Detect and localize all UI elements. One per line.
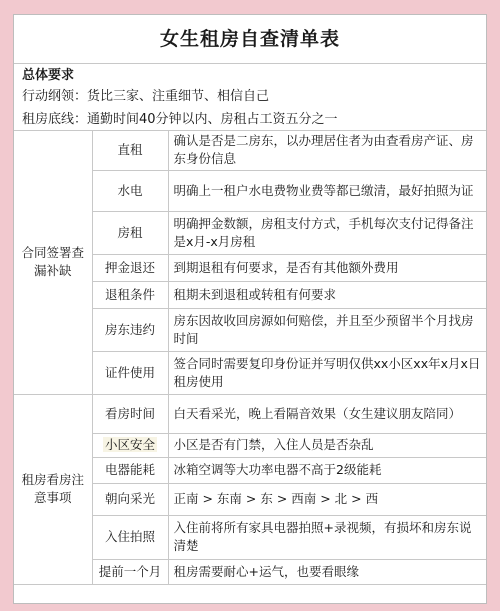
overview-label: 行动纲领：	[22, 89, 88, 104]
row-item: 看房时间	[92, 394, 168, 433]
overview-heading: 总体要求	[22, 68, 75, 83]
row-desc: 冰箱空调等大功率电器不高于2级能耗	[168, 457, 486, 483]
overview-text: 货比三家、注重细节、相信自己	[87, 89, 270, 104]
overview-label: 租房底线：	[22, 112, 88, 127]
overview-line-bottomline	[22, 108, 478, 131]
checklist-sheet	[13, 14, 487, 604]
row-desc: 到期退租有何要求，是否有其他额外费用	[168, 254, 486, 281]
section-name-viewing: 租房看房注意事项	[14, 394, 92, 584]
row-desc: 明确押金数额，房租支付方式，手机每次支付记得备注是x月-x月房租	[168, 211, 486, 254]
row-item: 提前一个月	[92, 559, 168, 584]
overview-block	[14, 64, 486, 131]
row-item: 房租	[92, 211, 168, 254]
row-item: 房东违约	[92, 308, 168, 351]
row-desc: 白天看采光，晚上看隔音效果（女生建议朋友陪同）	[168, 394, 486, 433]
row-item	[92, 433, 168, 457]
overview-line-guideline	[22, 85, 478, 108]
row-desc: 签合同时需要复印身份证并写明仅供xx小区xx年x月x日租房使用	[168, 351, 486, 394]
overview-text: 通勤时间40分钟以内、房租占工资五分之一	[87, 112, 338, 127]
row-desc: 明确上一租户水电费物业费等都已缴清，最好拍照为证	[168, 170, 486, 211]
row-desc: 租期未到退租或转租有何要求	[168, 281, 486, 308]
section-name-contract: 合同签署查漏补缺	[14, 131, 92, 394]
row-item: 水电	[92, 170, 168, 211]
row-item-label: 小区安全	[104, 437, 155, 452]
row-desc: 租房需要耐心+运气，也要看眼缘	[168, 559, 486, 584]
row-item: 直租	[92, 131, 168, 170]
table-row	[14, 394, 486, 433]
row-desc: 小区是否有门禁，入住人员是否杂乱	[168, 433, 486, 457]
table-row	[14, 131, 486, 170]
row-desc: 正南 > 东南 > 东 > 西南 > 北 > 西	[168, 483, 486, 515]
checklist-table	[14, 131, 486, 585]
row-item: 证件使用	[92, 351, 168, 394]
row-item: 退租条件	[92, 281, 168, 308]
row-item: 入住拍照	[92, 515, 168, 559]
row-desc: 入住前将所有家具电器拍照+录视频，有损坏和房东说清楚	[168, 515, 486, 559]
row-item: 电器能耗	[92, 457, 168, 483]
row-item: 朝向采光	[92, 483, 168, 515]
row-desc: 确认是否是二房东，以办理居住者为由查看房产证、房东身份信息	[168, 131, 486, 170]
row-desc: 房东因故收回房源如何赔偿，并且至少预留半个月找房时间	[168, 308, 486, 351]
page-title: 女生租房自查清单表	[14, 15, 486, 64]
row-item: 押金退还	[92, 254, 168, 281]
